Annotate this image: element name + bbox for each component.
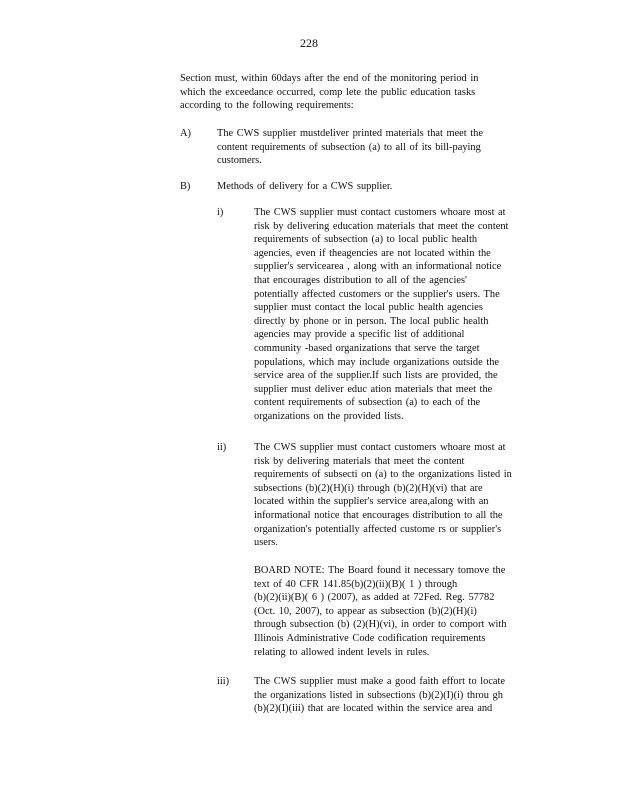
item-a-label: A) [180, 128, 191, 139]
subitem-iii-label: iii) [217, 676, 230, 687]
subitem-i-text [254, 206, 536, 424]
text-line: The CWS supplier must make a good faith effort to locate [254, 676, 506, 687]
text-line: risk by delivering education materials that meet the content [254, 220, 509, 232]
page-number: 228 [300, 36, 318, 50]
text-line: Methods of delivery for a CWS supplier. [217, 181, 393, 192]
text-line: organization's potentially affected custome rs or supplier's [254, 523, 502, 535]
text-line: organizations on the provided lists. [254, 410, 404, 422]
subitem-ii-text [254, 441, 538, 550]
text-line: subsections (b)(2)(H)(i) through (b)(2)(H)(vi) that are [254, 482, 483, 494]
text-line: potentially affected customers or the supplier's users. The [254, 288, 500, 300]
text-line: located within the supplier's service area,along with an [254, 496, 489, 508]
subitem-i-label: i) [217, 207, 224, 218]
board-note [254, 564, 538, 659]
text-line: The CWS supplier must contact customers whoare most at [254, 207, 506, 218]
text-line: agencies, even if theagencies are not located within the [254, 247, 491, 259]
item-b-label: B) [180, 181, 191, 192]
text-line: (b)(2)(ii)(B)( 6 ) (2007), as added at 72Fed. Reg. 57782 [254, 592, 495, 604]
text-line: Illinois Administrative Code codification requirements [254, 632, 486, 644]
text-line: informational notice that encourages distribution to all the [254, 509, 503, 521]
text-line: community -based organizations that serve the target [254, 342, 480, 354]
text-line: Section must, within 60days after the end of the monitoring period in [180, 73, 479, 84]
text-line: requirements of subsecti on (a) to the organizations listed in [254, 469, 512, 481]
text-line: agencies may provide a specific list of additional [254, 329, 465, 341]
text-line: according to the following requirements: [180, 100, 354, 112]
text-line: (Oct. 10, 2007), to appear as subsection (b)(2)(H)(i) [254, 605, 477, 617]
item-a-text [217, 127, 517, 168]
text-line: risk by delivering materials that meet the content [254, 455, 465, 467]
text-line: content requirements of subsection (a) to all of its bill-paying [217, 141, 481, 153]
text-line: which the exceedance occurred, comp lete the public education tasks [180, 86, 476, 98]
text-line: BOARD NOTE: The Board found it necessary tomove the [254, 565, 506, 576]
subitem-iii-text [254, 675, 522, 716]
text-line: requirements of subsection (a) to local public health [254, 234, 478, 246]
text-line: The CWS supplier must contact customers whoare most at [254, 442, 506, 453]
text-line: users. [254, 537, 278, 549]
text-line: that encourages distribution to all of the agencies' [254, 274, 467, 286]
item-b-text [217, 180, 517, 194]
subitem-ii-label: ii) [217, 442, 227, 453]
text-line: text of 40 CFR 141.85(b)(2)(ii)(B)( 1 ) through [254, 578, 458, 590]
text-line: populations, which may include organizations outside the [254, 356, 500, 368]
intro-paragraph [180, 72, 515, 113]
text-line: supplier must deliver educ ation materials that meet the [254, 383, 493, 395]
text-line: customers. [217, 155, 262, 167]
text-line: supplier's servicearea , along with an informational notice [254, 261, 502, 273]
text-line: supplier must contact the local public health agencies [254, 302, 483, 314]
text-line: (b)(2)(I)(iii) that are located within the service area and [254, 703, 493, 715]
text-line: relating to allowed indent levels in rules. [254, 646, 430, 658]
text-line: the organizations listed in subsections (b)(2)(I)(i) throu gh [254, 689, 503, 701]
text-line: through subsection (b) (2)(H)(vi), in order to comport with [254, 619, 507, 631]
text-line: content requirements of subsection (a) to each of the [254, 397, 481, 409]
text-line: The CWS supplier mustdeliver printed materials that meet the [217, 128, 483, 139]
text-line: directly by phone or in person. The local public health [254, 315, 489, 327]
text-line: service area of the supplier.If such lists are provided, the [254, 370, 498, 382]
